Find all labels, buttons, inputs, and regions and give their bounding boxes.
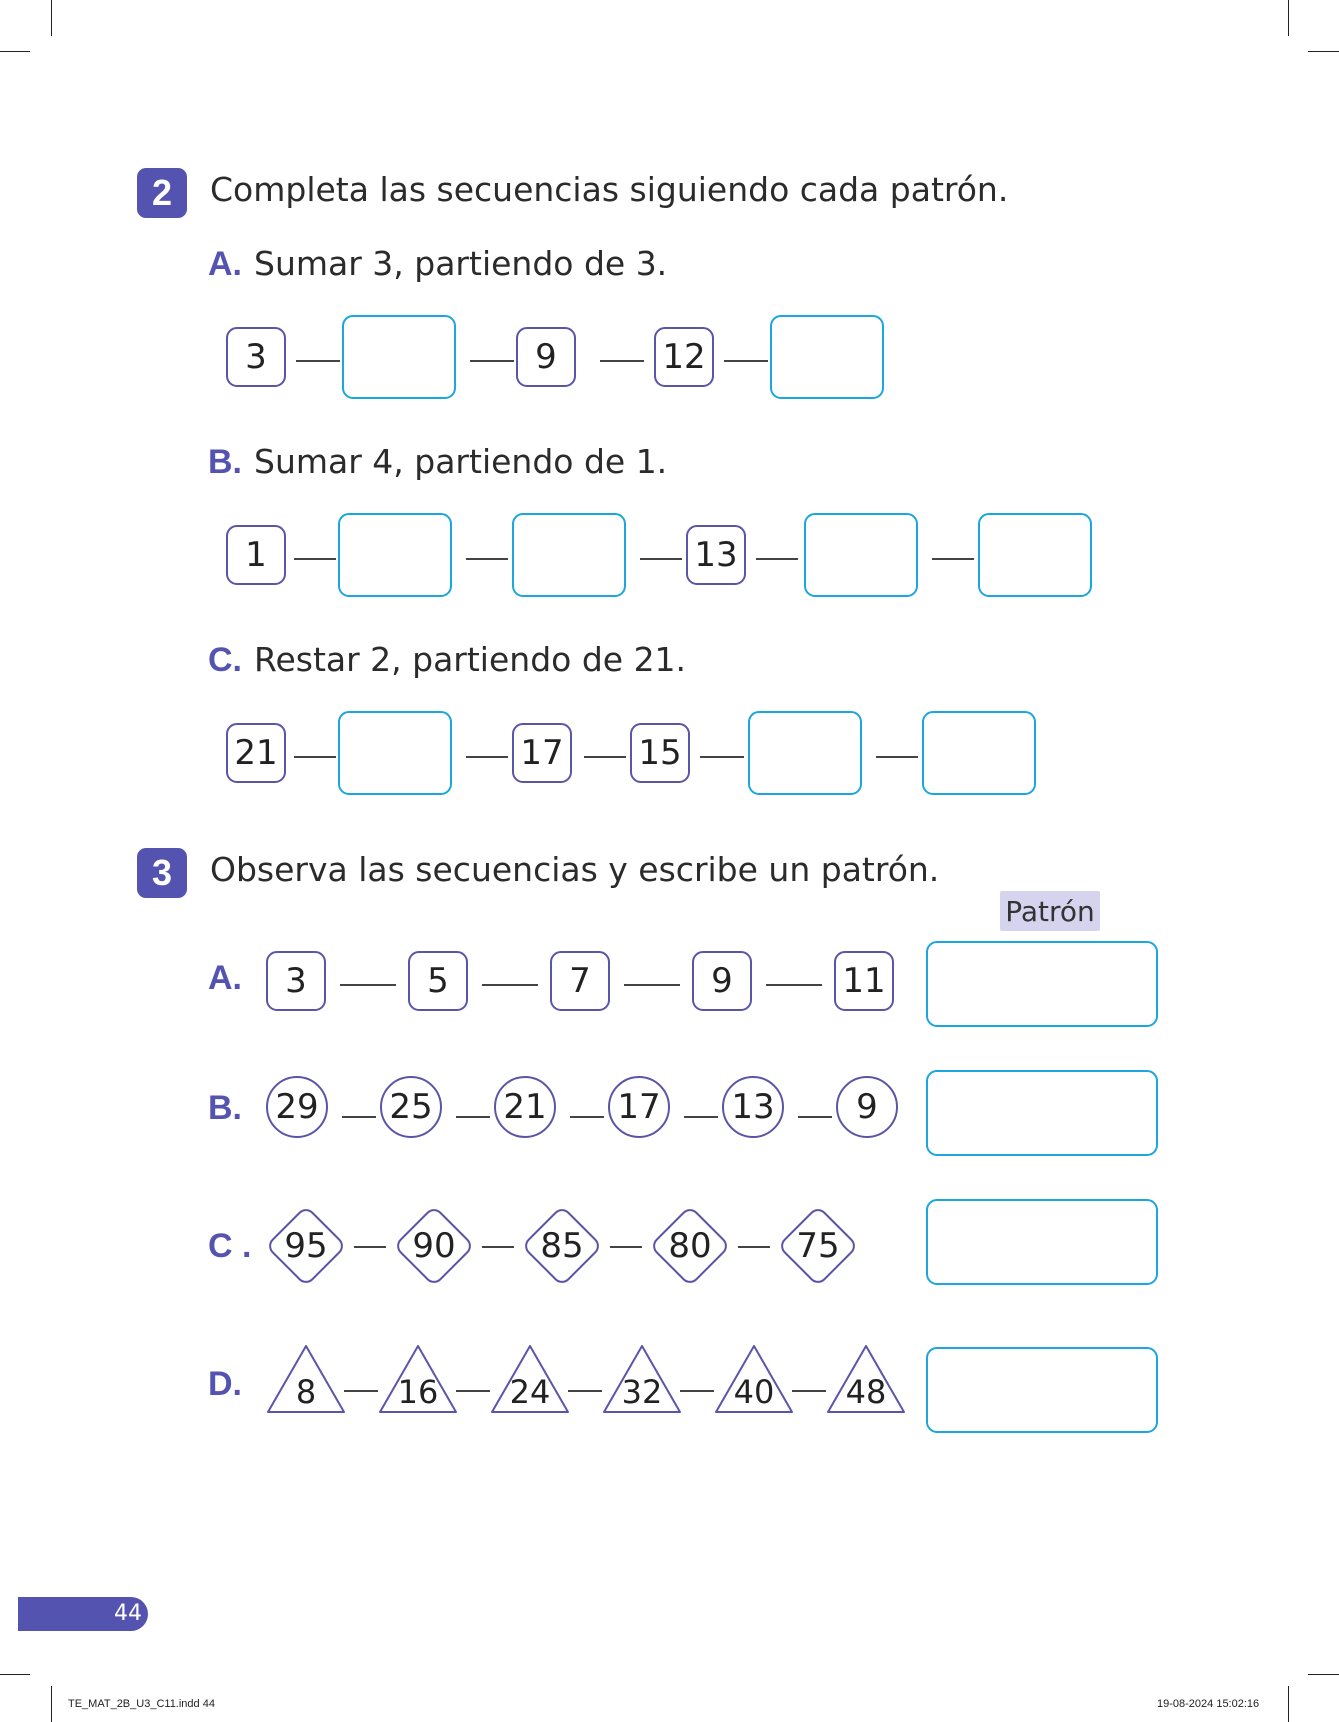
sequence-circle: 9 (836, 1076, 898, 1138)
crop-mark (51, 1686, 52, 1722)
footer-file: TE_MAT_2B_U3_C11.indd 44 (68, 1698, 215, 1710)
sequence-circle: 17 (608, 1076, 670, 1138)
sequence-number-box: 1 (226, 525, 286, 585)
answer-box[interactable] (342, 315, 456, 399)
connector-dash (296, 360, 340, 362)
sequence-triangle (490, 1344, 570, 1414)
sequence-number-box: 5 (408, 951, 468, 1011)
connector-dash (470, 360, 514, 362)
connector-dash (600, 360, 644, 362)
answer-box[interactable] (338, 513, 452, 597)
item-letter: A. (208, 245, 242, 283)
page-number: 44 (114, 1601, 142, 1626)
answer-box[interactable] (922, 711, 1036, 795)
triangle-value: 40 (733, 1373, 775, 1411)
diamond-value: 90 (412, 1226, 456, 1266)
connector-dash (354, 1246, 386, 1248)
diamond-value: 85 (540, 1226, 584, 1266)
connector-dash (456, 1390, 490, 1392)
exercise-2b-label (208, 442, 667, 482)
connector-dash (756, 558, 798, 560)
connector-dash (738, 1246, 770, 1248)
connector-dash (700, 756, 744, 758)
answer-box[interactable] (338, 711, 452, 795)
exercise-3b-label (208, 1088, 254, 1128)
sequence-number-box: 9 (516, 327, 576, 387)
answer-box[interactable] (978, 513, 1092, 597)
pattern-answer-box[interactable] (926, 1070, 1158, 1156)
connector-dash (876, 756, 918, 758)
item-text: Restar 2, partiendo de 21. (254, 640, 687, 679)
connector-dash (680, 1390, 714, 1392)
sequence-circle: 21 (494, 1076, 556, 1138)
connector-dash (610, 1246, 642, 1248)
crop-mark (1308, 51, 1339, 52)
connector-dash (482, 1246, 514, 1248)
crop-mark (51, 0, 52, 36)
connector-dash (340, 984, 396, 986)
diamond-value: 80 (668, 1226, 712, 1266)
sequence-number-box: 13 (686, 525, 746, 585)
triangle-value: 24 (509, 1373, 551, 1411)
sequence-diamond (392, 1204, 476, 1288)
answer-box[interactable] (748, 711, 862, 795)
sequence-circle: 25 (380, 1076, 442, 1138)
sequence-number-box: 12 (654, 327, 714, 387)
item-letter: C. (208, 641, 242, 679)
exercise-2a-label (208, 244, 667, 284)
exercise-3-instruction: Observa las secuencias y escribe un patrón. (210, 850, 940, 889)
connector-dash (294, 756, 336, 758)
patron-label: Patrón (1000, 891, 1100, 931)
exercise-3a-label (208, 958, 254, 998)
connector-dash (640, 558, 682, 560)
item-letter: A. (208, 959, 242, 997)
connector-dash (466, 756, 508, 758)
connector-dash (792, 1390, 826, 1392)
crop-mark (1288, 1686, 1289, 1722)
item-letter: C . (208, 1227, 252, 1265)
sequence-number-box: 9 (692, 951, 752, 1011)
diamond-value: 95 (284, 1226, 328, 1266)
connector-dash (624, 984, 680, 986)
connector-dash (568, 1390, 602, 1392)
sequence-diamond (264, 1204, 348, 1288)
connector-dash (684, 1116, 718, 1118)
sequence-diamond (776, 1204, 860, 1288)
triangle-value: 32 (621, 1373, 663, 1411)
sequence-circle: 13 (722, 1076, 784, 1138)
footer-timestamp: 19-08-2024 15:02:16 (1157, 1698, 1260, 1710)
sequence-diamond (520, 1204, 604, 1288)
sequence-number-box: 17 (512, 723, 572, 783)
sequence-number-box: 21 (226, 723, 286, 783)
item-letter: D. (208, 1365, 242, 1403)
sequence-number-box: 15 (630, 723, 690, 783)
triangle-value: 16 (397, 1373, 439, 1411)
crop-mark (1308, 1674, 1339, 1675)
sequence-number-box: 3 (226, 327, 286, 387)
sequence-triangle (826, 1344, 906, 1414)
connector-dash (932, 558, 974, 560)
crop-mark (0, 1674, 30, 1675)
triangle-value: 48 (845, 1373, 887, 1411)
triangle-value: 8 (295, 1373, 317, 1411)
item-text: Sumar 3, partiendo de 3. (254, 244, 668, 283)
answer-box[interactable] (770, 315, 884, 399)
item-letter: B. (208, 443, 242, 481)
answer-box[interactable] (512, 513, 626, 597)
pattern-answer-box[interactable] (926, 1347, 1158, 1433)
connector-dash (294, 558, 336, 560)
connector-dash (342, 1116, 376, 1118)
exercise-2c-label (208, 640, 686, 680)
diamond-value: 75 (796, 1226, 840, 1266)
connector-dash (798, 1116, 832, 1118)
exercise-3c-label (208, 1226, 263, 1266)
connector-dash (570, 1116, 604, 1118)
connector-dash (766, 984, 822, 986)
answer-box[interactable] (804, 513, 918, 597)
sequence-triangle (602, 1344, 682, 1414)
connector-dash (466, 558, 508, 560)
page-number-tab (18, 1597, 148, 1631)
sequence-triangle (378, 1344, 458, 1414)
item-letter: B. (208, 1089, 242, 1127)
sequence-number-box: 3 (266, 951, 326, 1011)
exercise-3d-label (208, 1364, 254, 1404)
pattern-answer-box[interactable] (926, 1199, 1158, 1285)
sequence-number-box: 7 (550, 951, 610, 1011)
exercise-2-instruction: Completa las secuencias siguiendo cada patrón. (210, 170, 1009, 209)
sequence-triangle (266, 1344, 346, 1414)
sequence-triangle (714, 1344, 794, 1414)
connector-dash (724, 360, 768, 362)
exercise-2-badge: 2 (137, 168, 187, 218)
sequence-circle: 29 (266, 1076, 328, 1138)
connector-dash (584, 756, 626, 758)
connector-dash (456, 1116, 490, 1118)
connector-dash (344, 1390, 378, 1392)
sequence-diamond (648, 1204, 732, 1288)
sequence-number-box: 11 (834, 951, 894, 1011)
pattern-answer-box[interactable] (926, 941, 1158, 1027)
item-text: Sumar 4, partiendo de 1. (254, 442, 668, 481)
exercise-3-badge: 3 (137, 848, 187, 898)
crop-mark (1288, 0, 1289, 36)
crop-mark (0, 51, 30, 52)
connector-dash (482, 984, 538, 986)
